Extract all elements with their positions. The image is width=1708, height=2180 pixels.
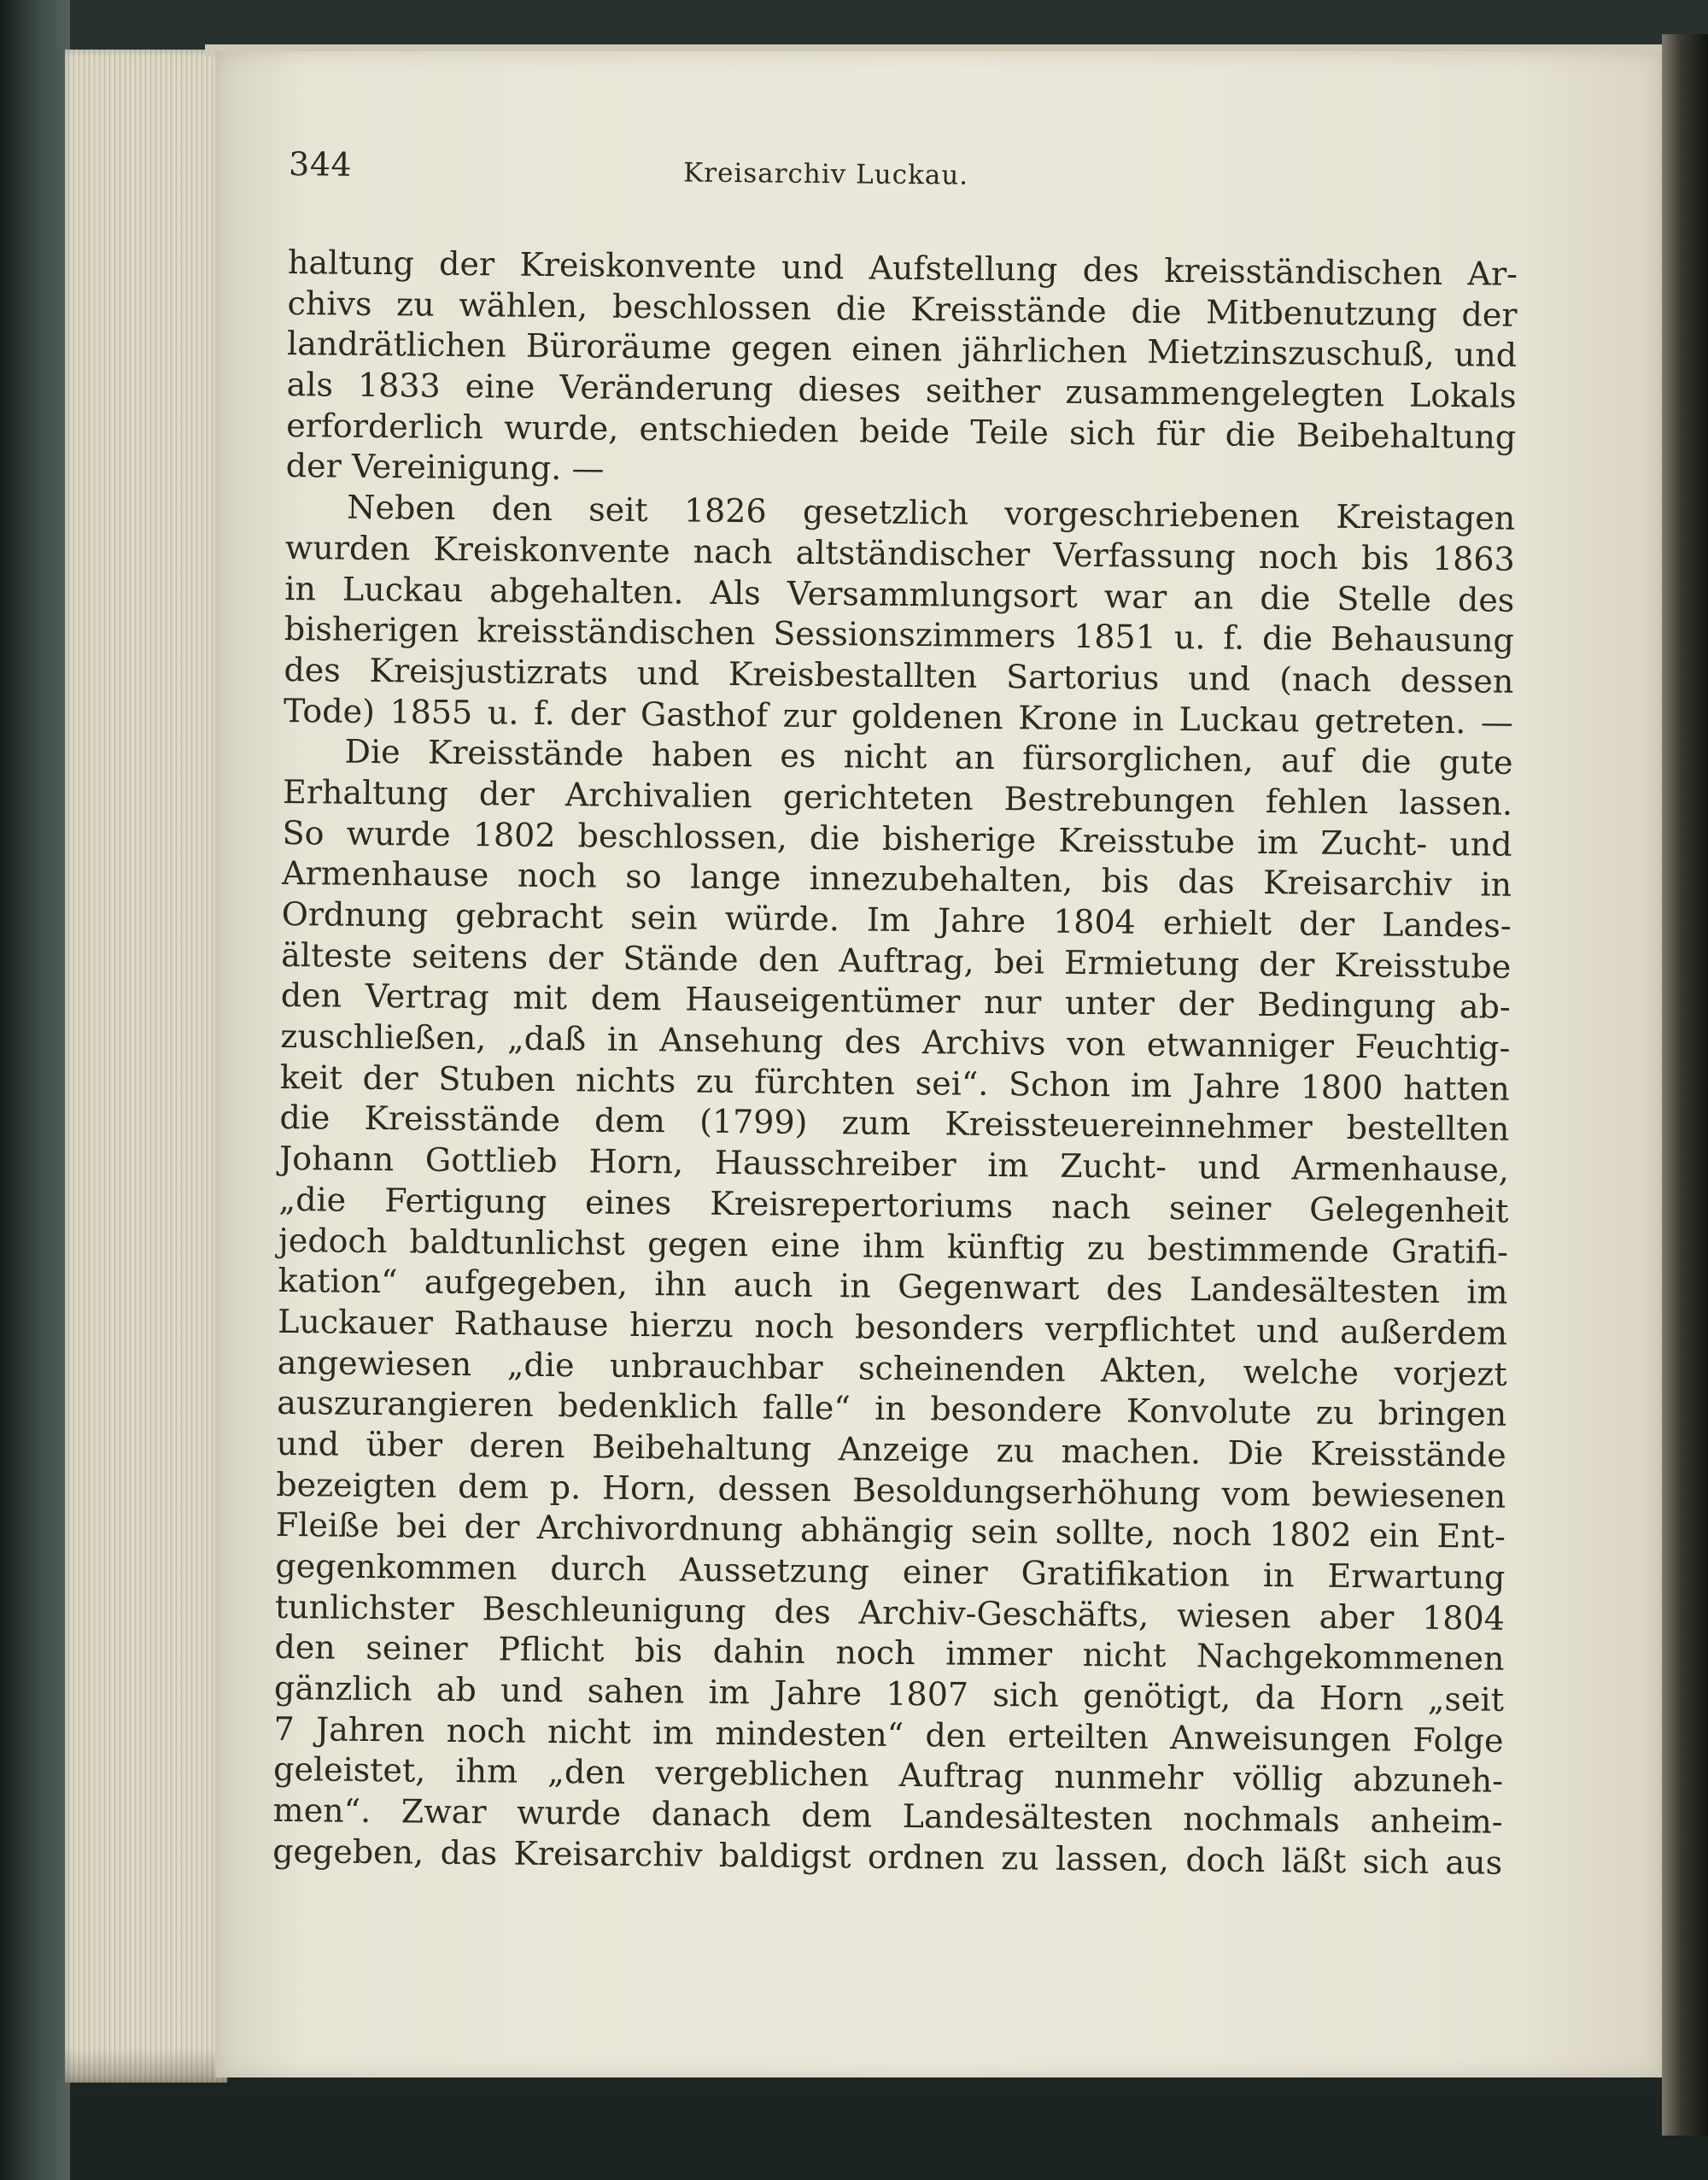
text-line: bisherigen kreisständischen Sessionszimmers 1851 u. f. die Behausung — [284, 610, 1515, 659]
body-text — [272, 243, 1518, 1884]
text-line: wurden Kreiskonvente nach altständischer Verfassung noch bis 1863 — [284, 528, 1515, 578]
text-line: Armenhause noch so lange innezubehalten, bis das Kreisarchiv in — [281, 854, 1512, 905]
text-line: Tode) 1855 u. f. der Gasthof zur goldenen Krone in Luckau getreten. — — [283, 691, 1514, 741]
text-line: angewiesen „die unbrauchbar scheinenden Akten, welche vorjezt — [277, 1343, 1507, 1393]
text-line: landrätlichen Büroräume gegen einen jährlichen Mietzinszuschuß, und — [286, 325, 1518, 375]
text-line: Neben den seit 1826 gesetzlich vorgeschriebenen Kreistagen — [347, 488, 1516, 537]
text-line: auszurangieren bedenklich falle“ in besondere Konvolute zu bringen — [277, 1384, 1507, 1433]
text-line: „die Fertigung eines Kreisrepertoriums nach seiner Gelegenheit — [278, 1180, 1509, 1230]
text-line: erforderlich wurde, entschieden beide Teile sich für die Beibehaltung — [286, 406, 1517, 456]
text-line: gegeben, das Kreisarchiv baldigst ordnen zu lassen, doch läßt sich aus — [272, 1831, 1503, 1882]
paragraph-2 — [284, 487, 1516, 743]
text-line: bezeigten dem p. Horn, dessen Besoldungserhöhung vom bewiesenen — [276, 1465, 1506, 1515]
text-line: So wurde 1802 beschlossen, die bisherige Kreisstube im Zucht- und — [282, 813, 1512, 864]
text-line: den seiner Pflicht bis dahin noch immer nicht Nachgekommenen — [274, 1628, 1505, 1679]
text-line: Die Kreisstände haben es nicht an fürsorglichen, auf die gute — [344, 732, 1513, 782]
text-line: der Vereinigung. — — [285, 447, 605, 488]
text-line: gänzlich ab und sahen im Jahre 1807 sich genötigt, da Horn „seit — [273, 1668, 1505, 1719]
text-line: und über deren Beibehaltung Anzeige zu machen. Die Kreisstände — [276, 1424, 1506, 1474]
text-line: jedoch baldtunlichst gegen eine ihm künftig zu bestimmende Gratifi- — [278, 1221, 1509, 1271]
page-text-block — [272, 0, 1520, 1882]
paragraph-1 — [286, 243, 1518, 499]
text-line: den Vertrag mit dem Hauseigentümer nur unter der Bedingung ab- — [280, 976, 1511, 1027]
text-line: chivs zu wählen, beschlossen die Kreisstände die Mitbenutzung der — [287, 284, 1518, 334]
page-edges — [65, 50, 227, 2083]
text-line: gegenkommen durch Aussetzung einer Gratifikation in Erwartung — [275, 1546, 1506, 1597]
text-line: tunlichster Beschleunigung des Archiv-Geschäfts, wiesen aber 1804 — [274, 1587, 1506, 1638]
text-line: Johann Gottlieb Horn, Hausschreiber im Zucht- und Armenhause, — [278, 1140, 1510, 1189]
text-line: keit der Stuben nichts zu fürchten sei“. Schon im Jahre 1800 hatten — [279, 1058, 1511, 1108]
text-line: Luckauer Rathause hierzu noch besonders verpflichtet und außerdem — [277, 1302, 1508, 1352]
book-cover-right — [1662, 34, 1708, 2136]
text-line: älteste seitens der Stände den Auftrag, bei Ermietung der Kreisstube — [281, 935, 1512, 986]
text-line: die Kreisstände dem (1799) zum Kreissteuereinnehmer bestellten — [279, 1099, 1510, 1149]
running-head-title: Kreisarchiv Luckau. — [682, 157, 969, 191]
page-number: 344 — [288, 144, 353, 184]
text-line: des Kreisjustizrats und Kreisbestallten Sartorius und (nach dessen — [284, 650, 1514, 700]
text-line: Ordnung gebracht sein würde. Im Jahre 1804 erhielt der Landes- — [281, 894, 1512, 945]
text-line: Erhaltung der Archivalien gerichteten Bestrebungen fehlen lassen. — [282, 772, 1513, 823]
text-line: kation“ aufgegeben, ihn auch in Gegenwart des Landesältesten im — [278, 1262, 1508, 1311]
text-line: geleistet, ihm „den vergeblichen Auftrag nunmehr völlig abzuneh- — [272, 1750, 1504, 1801]
text-line: Fleiße bei der Archivordnung abhängig sein sollte, noch 1802 ein Ent- — [275, 1506, 1506, 1556]
text-line: haltung der Kreiskonvente und Aufstellung des kreisständischen Ar- — [287, 243, 1518, 293]
text-line: zuschließen, „daß in Ansehung des Archivs von etwanniger Feuchtig- — [280, 1017, 1511, 1067]
text-line: als 1833 eine Veränderung dieses seither zusammengelegten Lokals — [286, 366, 1517, 415]
text-line: 7 Jahren noch nicht im mindesten“ den erteilten Anweisungen Folge — [273, 1709, 1504, 1760]
text-line: in Luckau abgehalten. Als Versammlungsort war an die Stelle des — [284, 569, 1515, 619]
text-line: men“. Zwar wurde danach dem Landesältesten nochmals anheim- — [272, 1791, 1503, 1841]
book-cover-left — [0, 0, 70, 2180]
paragraph-3 — [272, 731, 1513, 1884]
